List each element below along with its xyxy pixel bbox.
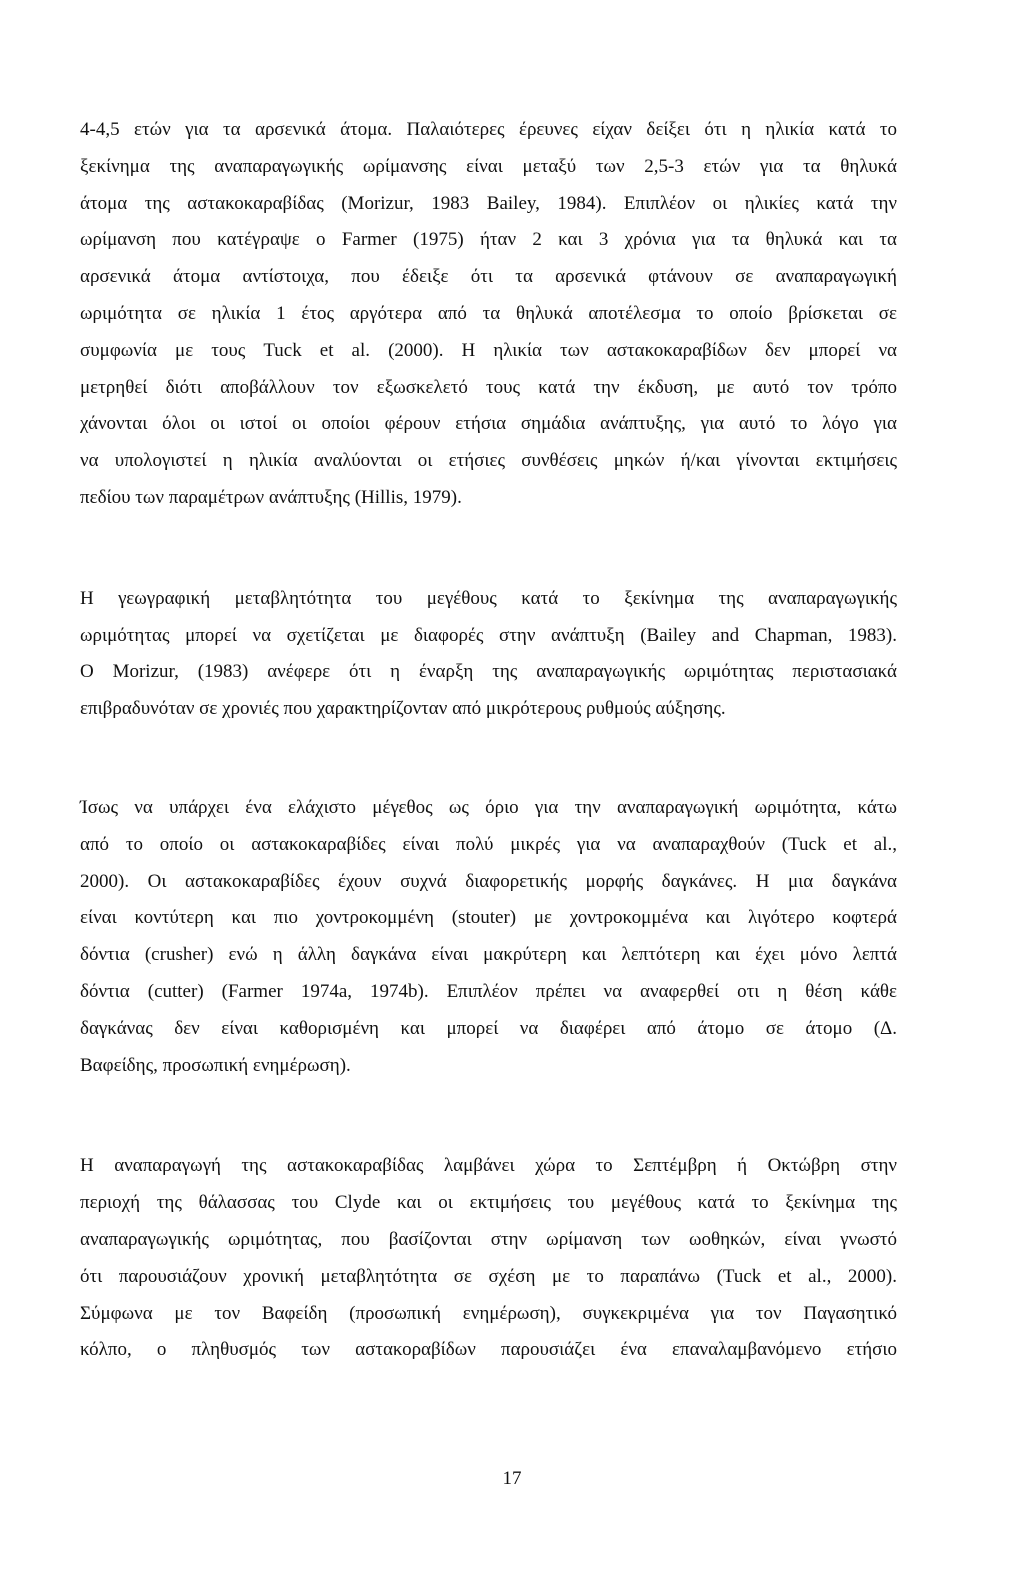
text-line: ωριμότητα σε ηλικία 1 έτος αργότερα από τα θηλυκά αποτέλεσμα το οποίο βρίσκεται σε [80,302,897,324]
text-line: χάνονται όλοι οι ιστοί οι οποίοι φέρουν ετήσια σημάδια ανάπτυξης, για αυτό το λόγο για [80,413,897,435]
text-line: Σύμφωνα με τον Βαφείδη (προσωπική ενημέρωση), συγκεκριμένα για τον Παγασητικό [80,1302,897,1324]
paragraph-2 [80,581,897,728]
text-line: από το οποίο οι αστακοκαραβίδες είναι πολύ μικρές για να αναπαραχθούν (Tuck et al., [80,833,897,855]
text-line: κόλπο, ο πληθυσμός των αστακοραβίδων παρουσιάζει ένα επαναλαμβανόμενο ετήσιο [80,1339,897,1361]
text-line: αρσενικά άτομα αντίστοιχα, που έδειξε ότι τα αρσενικά φτάνουν σε αναπαραγωγική [80,266,897,288]
text-line: 4-4,5 ετών για τα αρσενικά άτομα. Παλαιότερες έρευνες είχαν δείξει ότι η ηλικία κατά το [80,119,897,140]
text-line: πεδίου των παραμέτρων ανάπτυξης (Hillis, 1979). [80,486,462,508]
text-line: δαγκάνας δεν είναι καθορισμένη και μπορεί να διαφέρει από άτομο σε άτομο (Δ. [80,1017,897,1039]
text-line: Η γεωγραφική μεταβλητότητα του μεγέθους κατά το ξεκίνημα της αναπαραγωγικής [80,587,897,609]
text-line: ωρίμανση που κατέγραψε ο Farmer (1975) ήταν 2 και 3 χρόνια για τα θηλυκά και τα [80,229,897,251]
text-line: είναι κοντύτερη και πιο χοντροκομμένη (stouter) με χοντροκομμένα και λιγότερο κοφτερά [80,907,897,929]
text-line: Ίσως να υπάρχει ένα ελάχιστο μέγεθος ως όριο για την αναπαραγωγική ωριμότητα, κάτω [80,796,897,818]
text-line: δόντια (cutter) (Farmer 1974a, 1974b). Επιπλέον πρέπει να αναφερθεί οτι η θέση κάθε [80,980,897,1002]
text-line: να υπολογιστεί η ηλικία αναλύονται οι ετήσιες συνθέσεις μηκών ή/και γίνονται εκτιμήσεις [80,450,897,472]
paragraph-4 [80,1148,897,1369]
text-line: Η αναπαραγωγή της αστακοκαραβίδας λαμβάνει χώρα το Σεπτέμβρη ή Οκτώβρη στην [80,1155,897,1177]
text-line: δόντια (crusher) ενώ η άλλη δαγκάνα είναι μακρύτερη και λεπτότερη και έχει μόνο λεπτά [80,944,897,966]
paragraph-1 [80,112,897,517]
text-line: 2000). Οι αστακοκαραβίδες έχουν συχνά διαφορετικής μορφής δαγκάνες. Η μια δαγκάνα [80,870,897,892]
text-line: Ο Morizur, (1983) ανέφερε ότι η έναρξη της αναπαραγωγικής ωριμότητας περιστασιακά [80,661,897,683]
text-line: άτομα της αστακοκαραβίδας (Morizur, 1983 Bailey, 1984). Επιπλέον οι ηλικίες κατά την [80,192,897,214]
text-line: Βαφείδης, προσωπική ενημέρωση). [80,1054,351,1076]
text-line: επιβραδυνόταν σε χρονιές που χαρακτηρίζονταν από μικρότερους ρυθμούς αύξησης. [80,698,726,720]
text-line: ξεκίνημα της αναπαραγωγικής ωρίμανσης είναι μεταξύ των 2,5-3 ετών για τα θηλυκά [80,155,897,177]
paragraph-3 [80,790,897,1084]
text-line: περιοχή της θάλασσας του Clyde και οι εκτιμήσεις του μεγέθους κατά το ξεκίνημα της [80,1192,897,1214]
text-line: μετρηθεί διότι αποβάλλουν τον εξωσκελετό τους κατά την έκδυση, με αυτό τον τρόπο [80,376,897,398]
page-number: 17 [502,1468,522,1489]
document-page [80,112,897,1369]
text-line: αναπαραγωγικής ωριμότητας, που βασίζονται στην ωρίμανση των ωοθηκών, είναι γνωστό [80,1228,897,1250]
text-line: ότι παρουσιάζουν χρονική μεταβλητότητα σε σχέση με το παραπάνω (Tuck et al., 2000). [80,1265,897,1287]
text-line: ωριμότητας μπορεί να σχετίζεται με διαφορές στην ανάπτυξη (Bailey and Chapman, 1983). [80,624,897,646]
text-line: συμφωνία με τους Tuck et al. (2000). Η ηλικία των αστακοκαραβίδων δεν μπορεί να [80,339,897,361]
